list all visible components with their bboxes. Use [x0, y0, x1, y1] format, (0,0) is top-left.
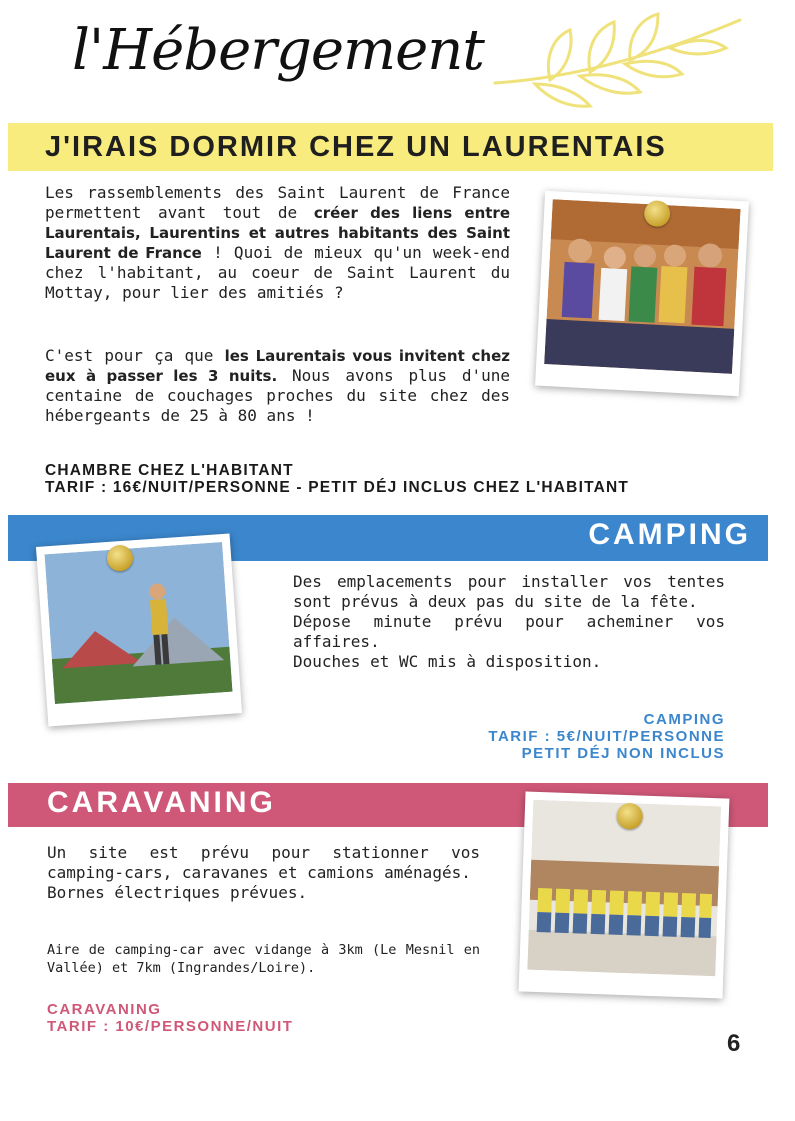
p2-text-bold: les Laurentais vous invitent chez eux à passer les 3 nuits.	[45, 347, 510, 385]
section-heading-habitant: J'IRAIS DORMIR CHEZ UN LAURENTAIS	[45, 131, 667, 163]
photo-caravaning-group	[519, 792, 730, 999]
camping-text	[293, 572, 725, 672]
p2-text-a: C'est pour ça que	[45, 346, 225, 365]
p1-text-c: ! Quoi de mieux qu'un week-end chez l'habitant, au coeur de Saint Laurent du Mottay, pour lier des amitiés ?	[45, 243, 510, 302]
caravaning-tarif-line-2: TARIF : 10€/PERSONNE/NUIT	[47, 1018, 294, 1035]
p2-text-c: Nous avons plus d'une centaine de couchages proches du site chez des hébergeants de 25 à 80 ans !	[45, 366, 511, 425]
caravaning-text-2: Bornes électriques prévues.	[47, 883, 308, 902]
page-title: l'Hébergement	[72, 18, 484, 83]
caravaning-tarif-line-1: CARAVANING	[47, 1001, 162, 1018]
camping-tarif-line-2: TARIF : 5€/NUIT/PERSONNE	[488, 728, 725, 745]
camping-tarif	[488, 711, 725, 762]
caravaning-text	[47, 843, 480, 903]
section-heading-caravaning: CARAVANING	[47, 786, 276, 819]
section-heading-camping: CAMPING	[588, 518, 751, 551]
camping-text-3: Douches et WC mis à disposition.	[293, 652, 602, 671]
p1-text-bold: créer des liens entre Laurentais, Laurentins et autres habitants des Saint Laurent de France	[45, 204, 510, 262]
p1-text-a: Les rassemblements des Saint Laurent de France permettent avant tout de	[45, 183, 510, 222]
habitant-tarif-line-1: CHAMBRE CHEZ L'HABITANT	[45, 462, 294, 479]
camping-text-1: Des emplacements pour installer vos tentes sont prévus à deux pas du site de la fête.	[293, 572, 725, 611]
habitant-paragraph-2	[45, 346, 510, 426]
photo-camping-tent	[36, 533, 242, 726]
caravaning-tarif	[47, 1001, 293, 1035]
camping-tarif-line-3: PETIT DÉJ NON INCLUS	[521, 745, 725, 762]
page-number: 6	[727, 1030, 741, 1057]
habitant-tarif-line-2: TARIF : 16€/NUIT/PERSONNE - PETIT DÉJ INCLUS CHEZ L'HABITANT	[45, 479, 630, 496]
habitant-tarif	[45, 462, 629, 496]
camping-text-2: Dépose minute prévu pour acheminer vos affaires.	[293, 612, 725, 651]
leaf-branch-icon	[490, 8, 760, 118]
caravaning-aire-text: Aire de camping-car avec vidange à 3km (Le Mesnil en Vallée) et 7km (Ingrandes/Loire).	[47, 942, 480, 976]
photo-laurentais-group	[535, 191, 749, 396]
camping-tarif-line-1: CAMPING	[643, 711, 725, 728]
caravaning-text-1: Un site est prévu pour stationner vos camping-cars, caravanes et camions aménagés.	[47, 843, 480, 882]
habitant-paragraph-1	[45, 183, 510, 303]
